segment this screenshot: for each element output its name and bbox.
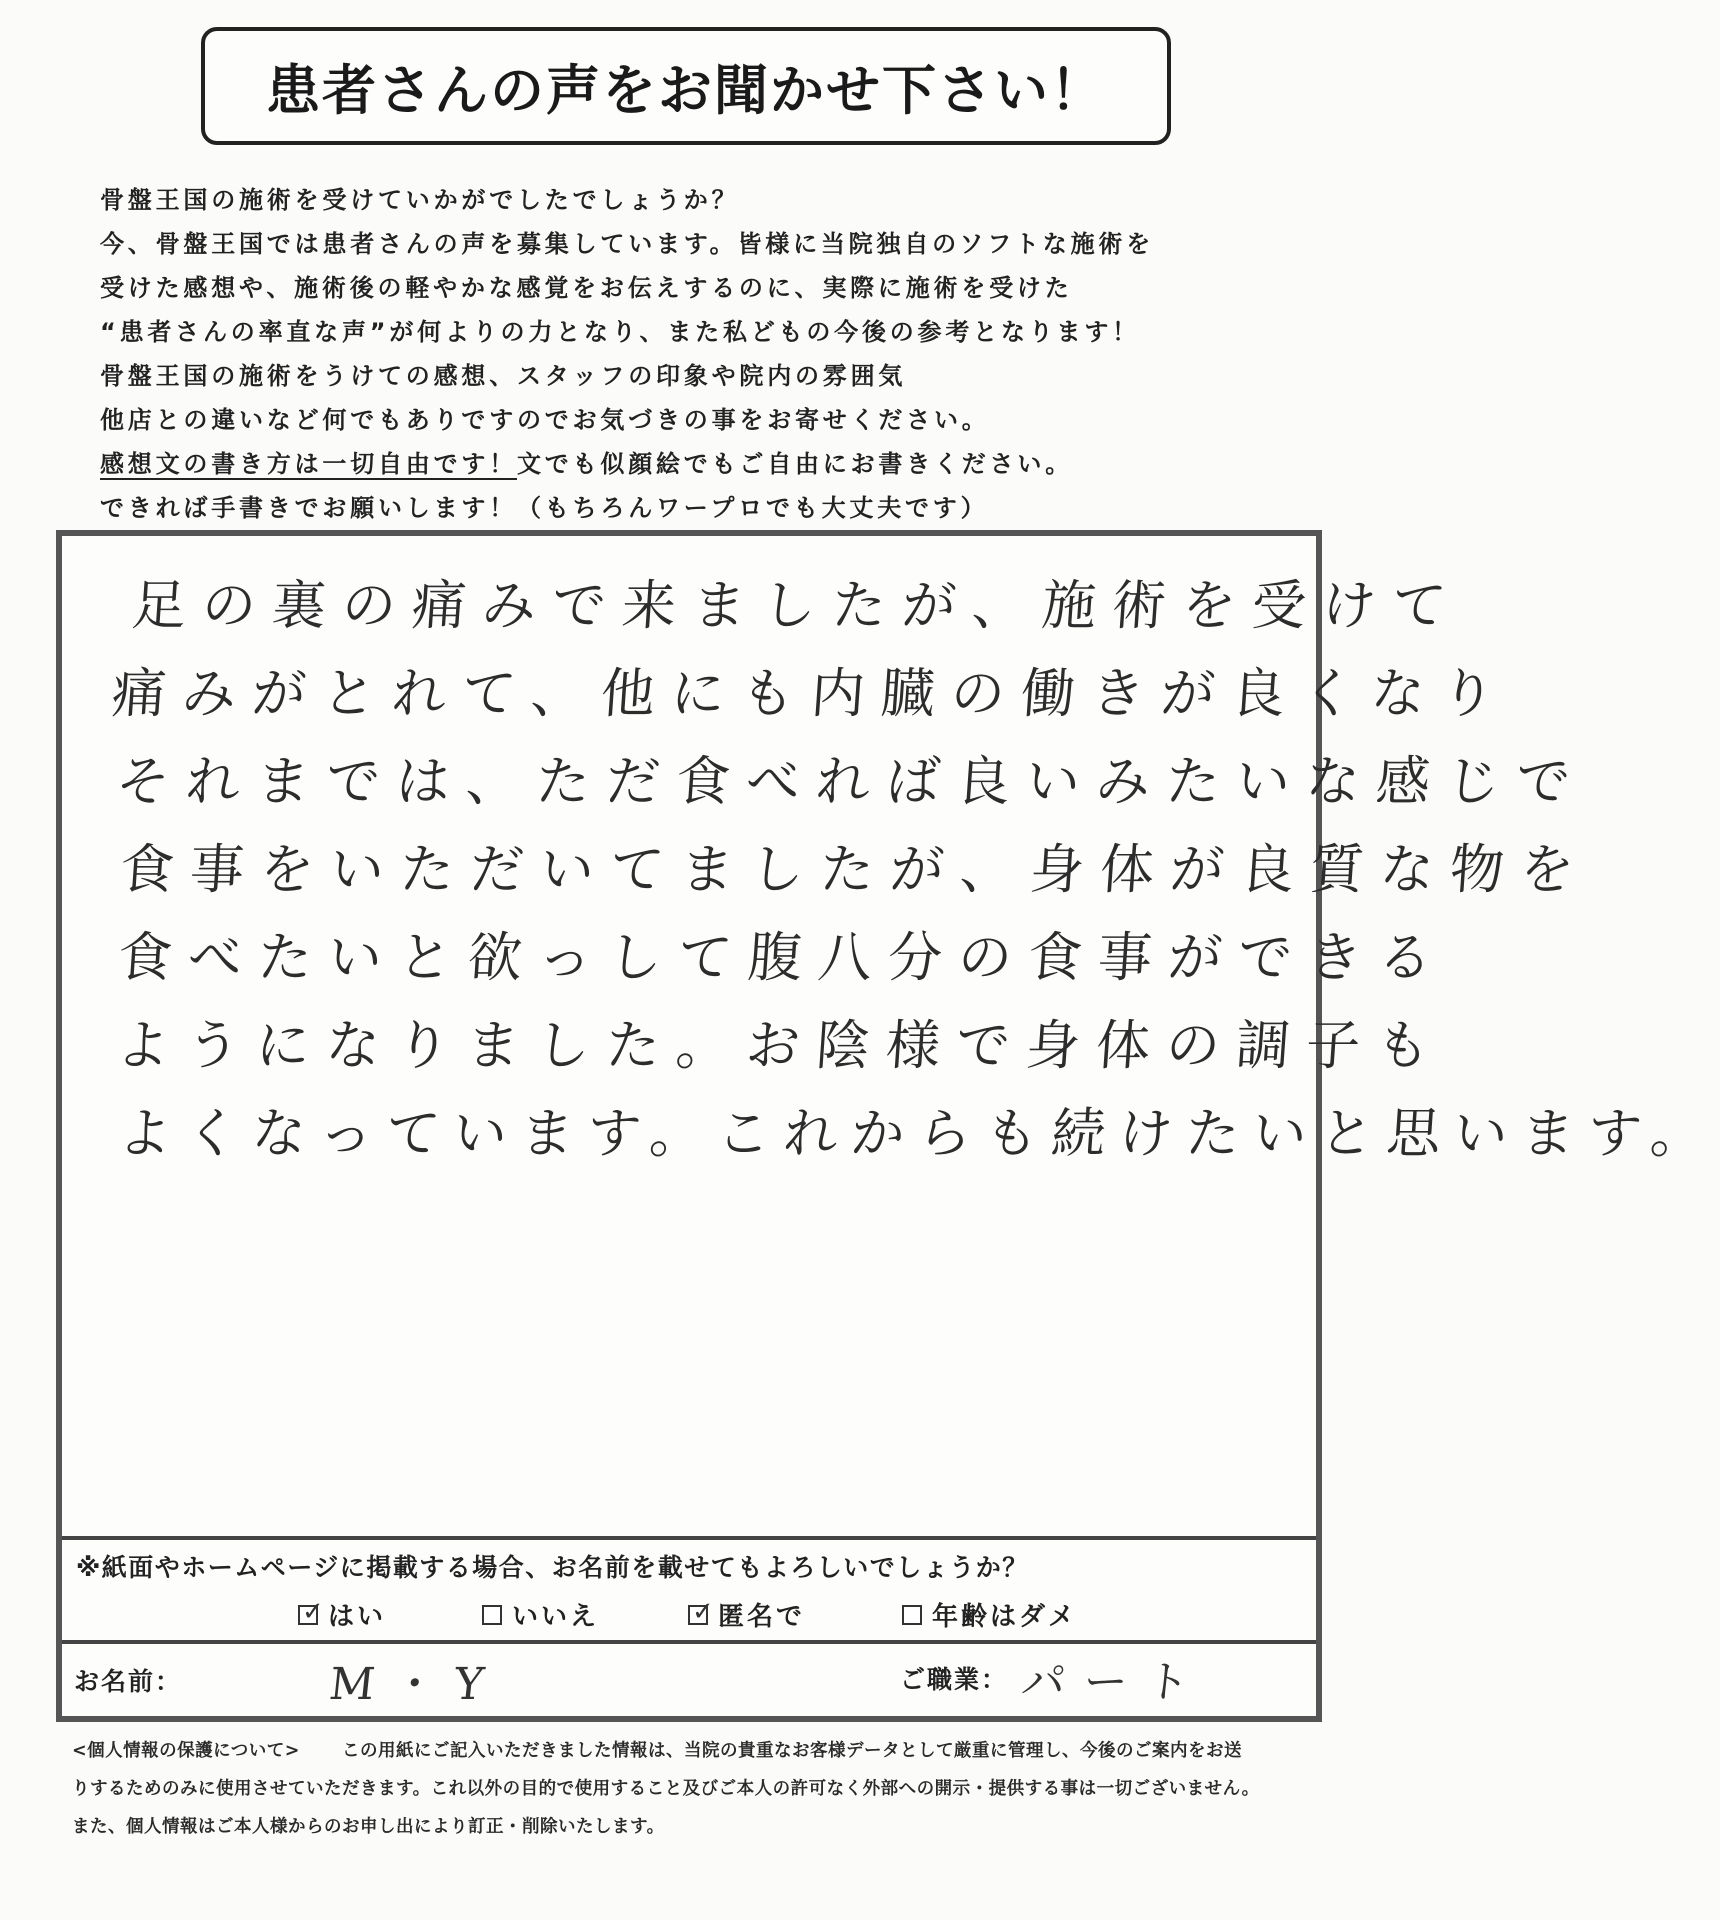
privacy-footer xyxy=(72,1732,1322,1846)
checkbox-no-age[interactable] xyxy=(902,1605,922,1625)
option-no-age[interactable] xyxy=(902,1596,1077,1633)
checkbox-anonymous[interactable] xyxy=(688,1596,717,1627)
comment-form xyxy=(56,530,1720,1722)
footer-line: また、個人情報はご本人様からのお申し出により訂正・削除いたします。 xyxy=(72,1817,665,1837)
occupation-label: ご職業： xyxy=(900,1665,1009,1694)
intro-line: 骨盤王国の施術を受けていかがでしたでしょうか？ xyxy=(100,186,740,214)
footer-line: りするためのみに使用させていただきます。これ以外の目的で使用すること及びご本人の許可なく外部への開示・提供する事は一切ございません。 xyxy=(72,1779,1260,1799)
handwritten-comment-line: 足の裏の痛みで来ましたが、施術を受けて xyxy=(129,574,1465,637)
handwritten-comment-line: 食事をいただいてましたが、身体が良質な物を xyxy=(117,838,1593,901)
name-row xyxy=(62,1640,1316,1720)
option-anonymous[interactable] xyxy=(688,1596,805,1633)
intro-line: “患者さんの率直な声”が何よりの力となり、また私どもの今後の参考となります！ xyxy=(100,318,1140,346)
intro-text xyxy=(100,178,1300,530)
handwritten-comment-line: 痛みがとれて、他にも内臓の働きが良くなり xyxy=(109,662,1514,725)
option-no-age-label: 年齢はダメ xyxy=(932,1602,1078,1632)
option-yes[interactable] xyxy=(298,1596,386,1633)
handwritten-comment-line: 食べたいと欲っして腹八分の食事ができる xyxy=(115,926,1451,989)
intro-line: 今、骨盤王国では患者さんの声を募集しています。皆様に当院独自のソフトな施術を xyxy=(100,230,1154,258)
consent-question: ※紙面やホームページに掲載する場合、お名前を載せてもよろしいでしょうか？ xyxy=(76,1553,1029,1582)
publication-consent xyxy=(62,1536,1316,1644)
handwritten-comment-line: ようになりました。お陰様で身体の調子も xyxy=(113,1014,1449,1077)
page-title: 患者さんの声をお聞かせ下さい！ xyxy=(266,58,1106,122)
checkbox-yes[interactable] xyxy=(298,1596,327,1627)
intro-line: 他店との違いなど何でもありですのでお気づきの事をお寄せください。 xyxy=(100,406,990,434)
intro-line xyxy=(100,442,1300,486)
name-value[interactable]: M・Y xyxy=(326,1659,505,1710)
free-style-note-rest: 文でも似顔絵でもご自由にお書きください。 xyxy=(517,450,1073,478)
handwritten-comment-line: それまでは、ただ食べれば良いみたいな感じで xyxy=(113,750,1589,813)
check-mark-icon: ✓ xyxy=(302,1596,327,1627)
free-style-note: 感想文の書き方は一切自由です！ xyxy=(100,450,517,478)
footer-line xyxy=(72,1732,1322,1770)
intro-line: 骨盤王国の施術をうけての感想、スタッフの印象や院内の雰囲気 xyxy=(100,362,907,390)
checkbox-no[interactable] xyxy=(482,1605,502,1625)
name-label: お名前： xyxy=(74,1667,183,1696)
comment-area[interactable] xyxy=(62,536,1720,1546)
occupation-value[interactable]: パート xyxy=(1018,1657,1211,1708)
intro-line: できれば手書きでお願いします！（もちろんワープロでも大丈夫です） xyxy=(100,494,989,522)
intro-line: 受けた感想や、施術後の軽やかな感覚をお伝えするのに、実際に施術を受けた xyxy=(100,274,1073,302)
option-no[interactable] xyxy=(482,1596,599,1633)
option-no-label: いいえ xyxy=(512,1602,600,1632)
option-yes-label: はい xyxy=(328,1602,387,1632)
footer-text: この用紙にご記入いただきました情報は、当院の貴重なお客様データとして厳重に管理し、今後のご案内をお送 xyxy=(341,1741,1242,1761)
check-mark-icon: ✓ xyxy=(692,1596,717,1627)
option-anonymous-label: 匿名で xyxy=(718,1602,806,1632)
title-box xyxy=(201,27,1171,145)
handwritten-comment-line: よくなっています。これからも続けたいと思います。 xyxy=(115,1102,1720,1165)
privacy-heading: <個人情報の保護について> xyxy=(72,1741,300,1761)
